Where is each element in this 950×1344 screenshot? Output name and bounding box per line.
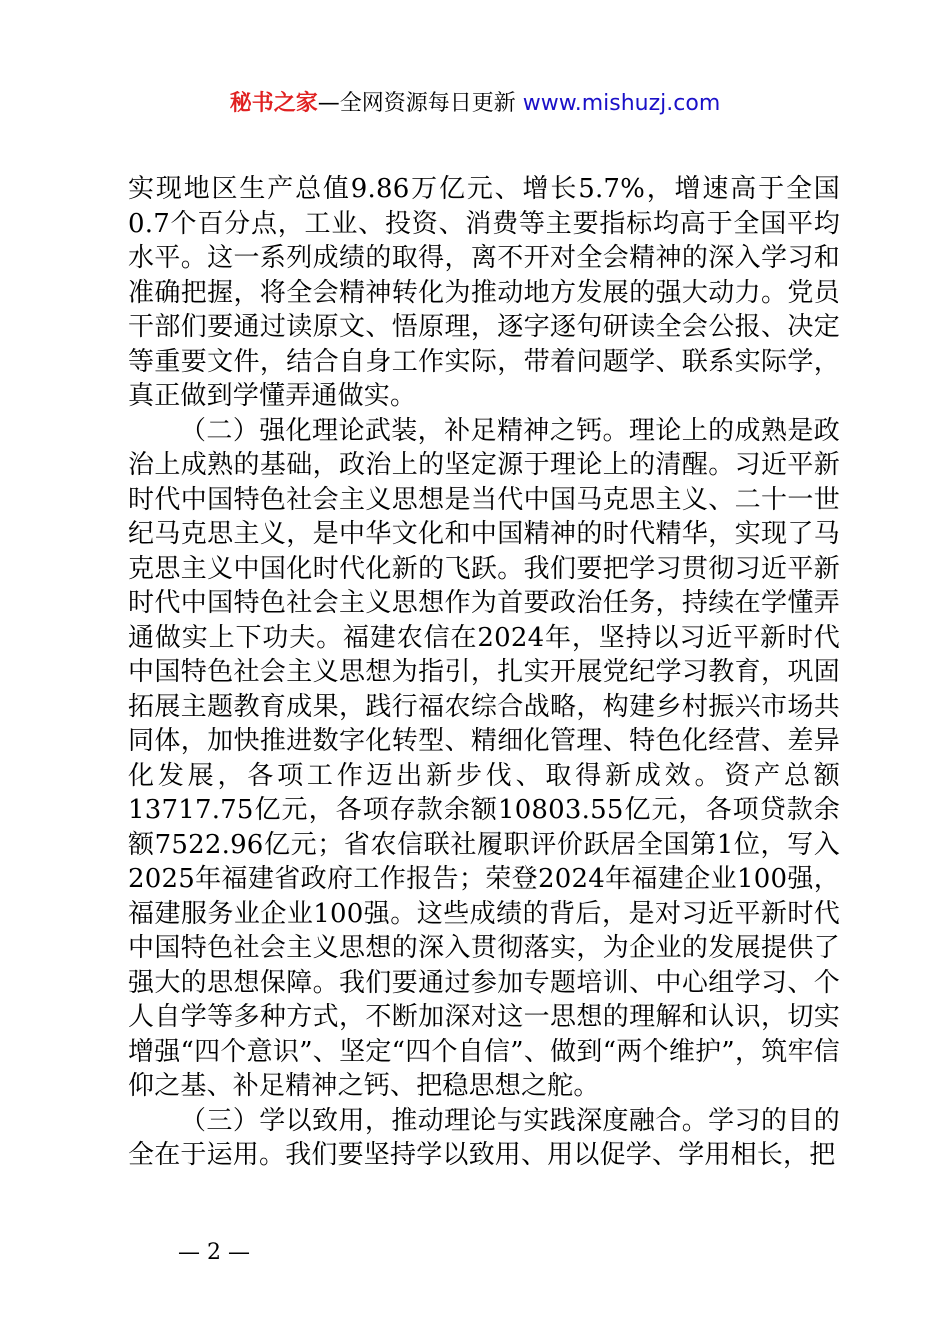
document-body (128, 172, 840, 1173)
page-number: — 2 — (178, 1240, 250, 1265)
site-brand: 秘书之家 (229, 91, 318, 116)
paragraph-continuation: 实现地区生产总值9.86万亿元、增长5.7%，增速高于全国0.7个百分点，工业、投资、消费等主要指标均高于全国平均水平。这一系列成绩的取得，离不开对全会精神的深入学习和准确把握，将全会精神转化为推动地方发展的强大动力。党员干部们要通过读原文、悟原理，逐字逐句研读全会公报、决定等重要文件，结合自身工作实际，带着问题学、联系实际学，真正做到学懂弄通做实。 (128, 174, 840, 411)
site-tagline: —全网资源每日更新 (317, 91, 516, 116)
site-url-link[interactable]: www.mishuzj.com (522, 91, 721, 116)
paragraph-section-2: （二）强化理论武装，补足精神之钙。理论上的成熟是政治上成熟的基础，政治上的坚定源于理论上的清醒。习近平新时代中国特色社会主义思想是当代中国马克思主义、二十一世纪马克思主义，是中华文化和中国精神的时代精华，实现了马克思主义中国化时代化新的飞跃。我们要把学习贯彻习近平新时代中国特色社会主义思想作为首要政治任务，持续在学懂弄通做实上下功夫。福建农信在2024年，坚持以习近平新时代中国特色社会主义思想为指引，扎实开展党纪学习教育，巩固拓展主题教育成果，践行福农综合战略，构建乡村振兴市场共同体，加快推进数字化转型、精细化管理、特色化经营、差异化发展，各项工作迈出新步伐、取得新成效。资产总额13717.75亿元，各项存款余额10803.55亿元，各项贷款余额7522.96亿元；省农信联社履职评价跃居全国第1位，写入2025年福建省政府工作报告；荣登2024年福建企业100强，福建服务业企业100强。这些成绩的背后，是对习近平新时代中国特色社会主义思想的深入贯彻落实，为企业的发展提供了强大的思想保障。我们要通过参加专题培训、中心组学习、个人自学等多种方式，不断加深对这一思想的理解和认识，切实增强“四个意识”、坚定“四个自信”、做到“两个维护”，筑牢信仰之基、补足精神之钙、把稳思想之舵。 (128, 415, 840, 1101)
page-header (0, 86, 950, 122)
paragraph-section-3: （三）学以致用，推动理论与实践深度融合。学习的目的全在于运用。我们要坚持学以致用、用以促学、学用相长，把 (128, 1105, 840, 1170)
